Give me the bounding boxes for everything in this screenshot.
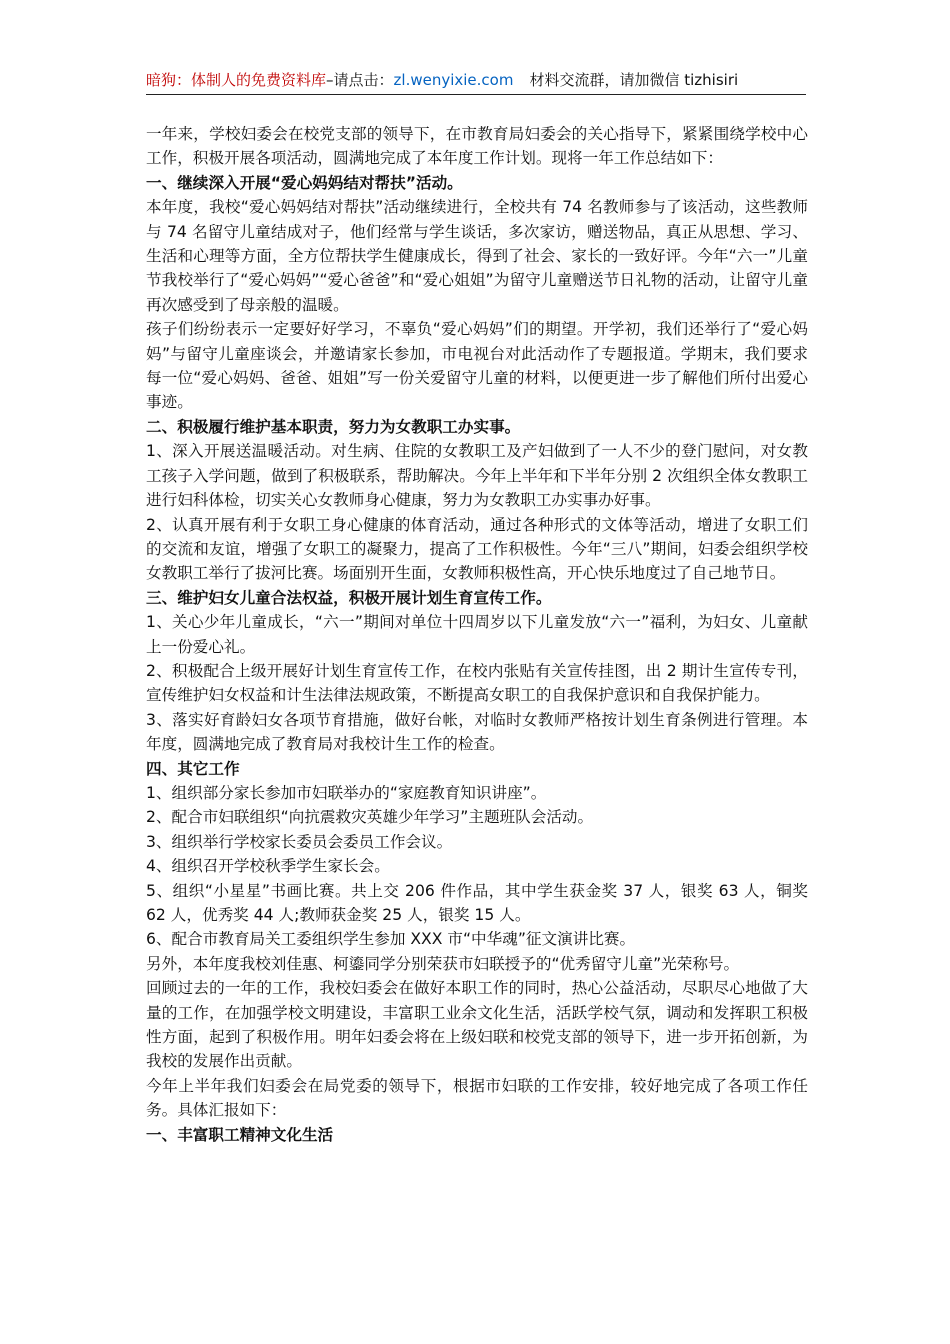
section-heading: 三、维护妇女儿童合法权益，积极开展计划生育宣传工作。 — [146, 588, 552, 607]
section-heading: 一、继续深入开展“爱心妈妈结对帮扶”活动。 — [146, 173, 463, 192]
paragraph: 一年来，学校妇委会在校党支部的领导下，在市教育局妇委会的关心指导下，紧紧围绕学校中心工作，积极开展各项活动，圆满地完成了本年度工作计划。现将一年工作总结如下： — [146, 125, 808, 168]
paragraph: 3、组织举行学校家长委员会委员工作会议。 — [146, 832, 453, 851]
document-body — [146, 122, 808, 1147]
page-header — [146, 70, 806, 95]
paragraph: 今年上半年我们妇委会在局党委的领导下，根据市妇联的工作安排，较好地完成了各项工作任务。具体汇报如下： — [146, 1076, 808, 1120]
section-heading: 一、丰富职工精神文化生活 — [146, 1125, 334, 1144]
paragraph: 3、落实好育龄妇女各项节育措施，做好台帐，对临时女教师严格按计划生育条例进行管理。本年度，圆满地完成了教育局对我校计生工作的检查。 — [146, 710, 808, 754]
paragraph: 另外，本年度我校刘佳惠、柯鎏同学分别荣获市妇联授予的“优秀留守儿童”光荣称号。 — [146, 954, 740, 973]
paragraph: 2、积极配合上级开展好计划生育宣传工作，在校内张贴有关宣传挂图，出 2 期计生宣传专刊，宣传维护妇女权益和计生法律法规政策，不断提高女职工的自我保护意识和自我保护能力。 — [146, 661, 808, 705]
paragraph: 4、组织召开学校秋季学生家长会。 — [146, 857, 390, 876]
paragraph: 本年度，我校“爱心妈妈结对帮扶”活动继续进行，全校共有 74 名教师参与了该活动，这些教师与 74 名留守儿童结成对子，他们经常与学生谈话，多次家访，赠送物品，真正从思想、学习、生活和心理等方面，全方位帮扶学生健康成长，得到了社会、家长的一致好评。今年“六一”儿童节我校举行了“爱心妈妈”“爱心爸爸”和“爱心姐姐”为留守儿童赠送节日礼物的活动，让留守儿童再次感受到了母亲般的温暖。 — [146, 198, 808, 314]
paragraph: 回顾过去的一年的工作，我校妇委会在做好本职工作的同时，热心公益活动，尽职尽心地做了大量的工作，在加强学校文明建设，丰富职工业余文化生活，活跃学校气氛，调动和发挥职工积极性方面，起到了积极作用。明年妇委会将在上级妇联和校党支部的领导下，进一步开拓创新，为我校的发展作出贡献。 — [146, 979, 808, 1071]
paragraph: 1、组织部分家长参加市妇联举办的“家庭教育知识讲座”。 — [146, 783, 547, 802]
contact-info: 材料交流群，请加微信 tizhisiri — [529, 71, 739, 89]
site-link[interactable]: zl.wenyixie.com — [393, 71, 514, 89]
paragraph: 1、深入开展送温暖活动。对生病、住院的女教职工及产妇做到了一人不少的登门慰问，对女教工孩子入学问题，做到了积极联系，帮助解决。今年上半年和下半年分别 2 次组织全体女教职工进行妇科体检，切实关心女教师身心健康，努力为女教职工办实事办好事。 — [146, 442, 808, 510]
paragraph: 5、组织“小星星”书画比赛。共上交 206 件作品，其中学生获金奖 37 人，银奖 63 人，铜奖 62 人，优秀奖 44 人;教师获金奖 25 人，银奖 15 人。 — [146, 881, 808, 924]
paragraph: 2、认真开展有利于女职工身心健康的体育活动，通过各种形式的文体等活动，增进了女职工们的交流和友谊，增强了女职工的凝聚力，提高了工作积极性。今年“三八”期间，妇委会组织学校女教职工举行了拔河比赛。场面别开生面，女教师积极性高，开心快乐地度过了自己地节日。 — [146, 515, 808, 583]
section-heading: 四、其它工作 — [146, 759, 240, 778]
paragraph: 1、关心少年儿童成长，“六一”期间对单位十四周岁以下儿童发放“六一”福利，为妇女、儿童献上一份爱心礼。 — [146, 613, 808, 656]
link-prompt: –请点击： — [326, 71, 394, 89]
paragraph: 6、配合市教育局关工委组织学生参加 XXX 市“中华魂”征文演讲比赛。 — [146, 930, 636, 949]
site-name: 暗狗：体制人的免费资料库 — [146, 71, 327, 89]
paragraph: 2、配合市妇联组织“向抗震救灾英雄少年学习”主题班队会活动。 — [146, 808, 594, 827]
paragraph: 孩子们纷纷表示一定要好好学习，不辜负“爱心妈妈”们的期望。开学初，我们还举行了“爱心妈妈”与留守儿童座谈会，并邀请家长参加，市电视台对此活动作了专题报道。学期末，我们要求每一位“爱心妈妈、爸爸、姐姐”写一份关爱留守儿童的材料，以便更进一步了解他们所付出爱心事迹。 — [146, 320, 808, 412]
section-heading: 二、积极履行维护基本职责，努力为女教职工办实事。 — [146, 417, 521, 436]
